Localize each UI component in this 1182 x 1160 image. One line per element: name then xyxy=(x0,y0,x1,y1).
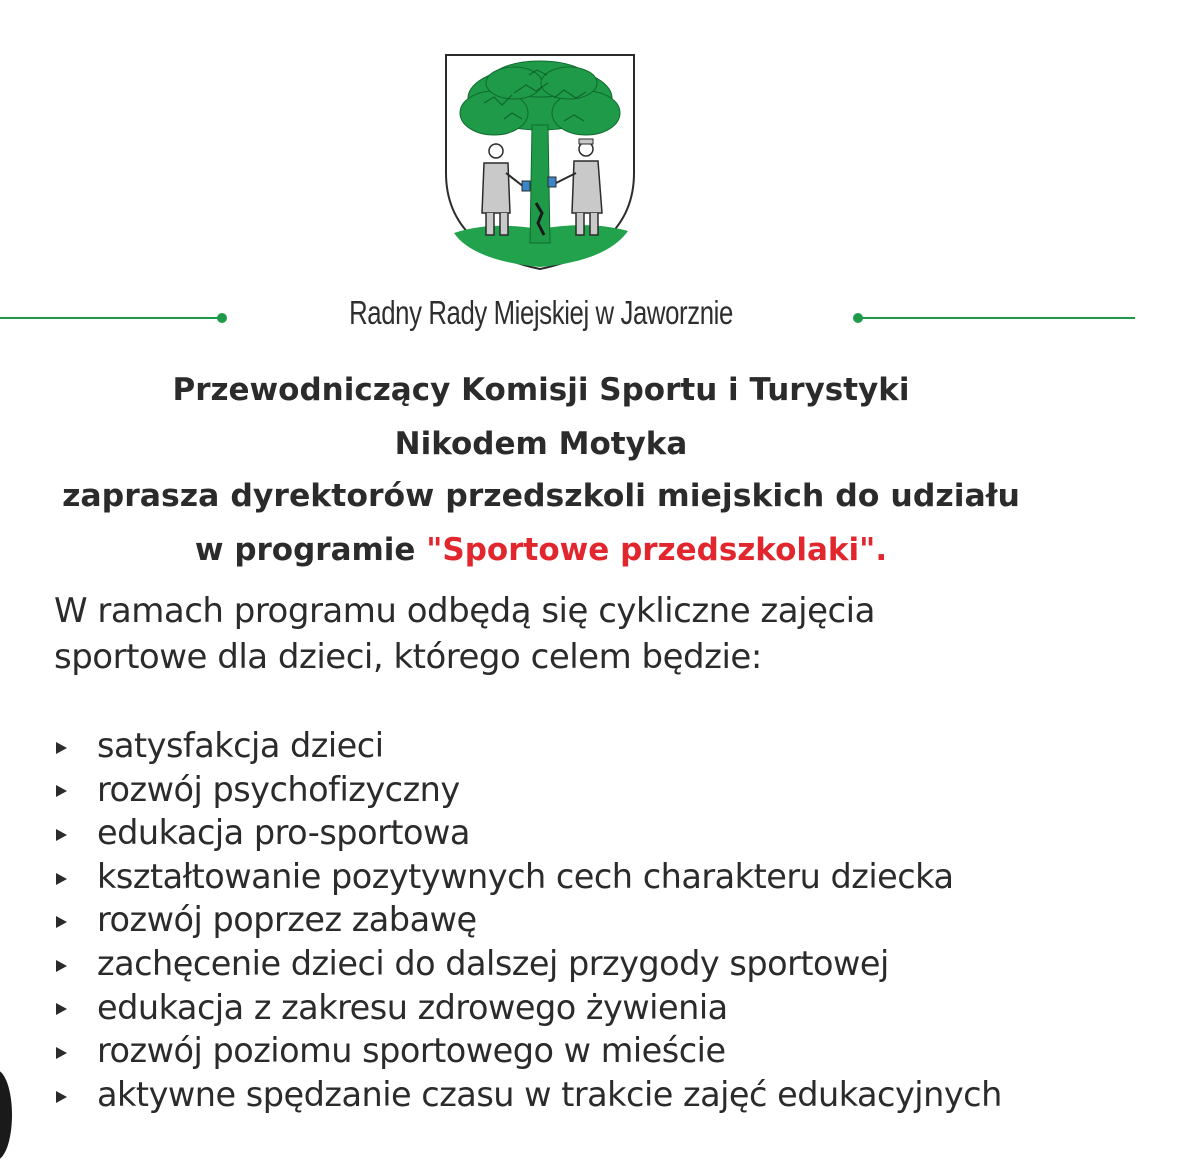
intro-line-2: sportowe dla dzieci, którego celem będzie: xyxy=(54,637,762,677)
goal-text: kształtowanie pozytywnych cech charakteru dziecka xyxy=(97,856,954,896)
headline-program-line xyxy=(0,532,1082,568)
coat-of-arms-tree-icon xyxy=(444,53,636,271)
headline-name: Nikodem Motyka xyxy=(394,426,688,462)
divider-line-right xyxy=(858,317,1135,319)
goal-text: aktywne spędzanie czasu w trakcie zajęć edukacyjnych xyxy=(97,1074,1002,1114)
corner-decoration xyxy=(0,1070,12,1160)
list-item xyxy=(56,1073,1002,1117)
bullet-triangle-icon xyxy=(56,1047,67,1059)
divider-dot-left xyxy=(217,313,227,323)
bullet-triangle-icon xyxy=(56,742,67,754)
goal-text: rozwój poprzez zabawę xyxy=(97,900,477,940)
list-item xyxy=(56,898,1002,942)
list-item xyxy=(56,942,1002,986)
bullet-triangle-icon xyxy=(56,916,67,928)
intro-line-1: W ramach programu odbędą się cykliczne zajęcia xyxy=(54,591,875,631)
goal-text: satysfakcja dzieci xyxy=(97,726,384,766)
goal-text: zachęcenie dzieci do dalszej przygody sportowej xyxy=(97,944,889,984)
list-item xyxy=(56,855,1002,899)
bullet-triangle-icon xyxy=(56,960,67,972)
headline-title: Przewodniczący Komisji Sportu i Turystyki xyxy=(172,372,910,408)
program-name: "Sportowe przedszkolaki". xyxy=(426,532,888,568)
list-item xyxy=(56,724,1002,768)
goals-list xyxy=(56,724,1002,1116)
bullet-triangle-icon xyxy=(56,1003,67,1015)
bullet-triangle-icon xyxy=(56,873,67,885)
goal-text: rozwój psychofizyczny xyxy=(97,769,460,809)
subtitle: Radny Rady Miejskiej w Jaworznie xyxy=(349,294,733,331)
goal-text: edukacja z zakresu zdrowego żywienia xyxy=(97,987,728,1027)
list-item xyxy=(56,768,1002,812)
bullet-triangle-icon xyxy=(56,1091,67,1103)
list-item xyxy=(56,986,1002,1030)
bullet-triangle-icon xyxy=(56,785,67,797)
goal-text: rozwój poziomu sportowego w mieście xyxy=(97,1031,726,1071)
list-item xyxy=(56,811,1002,855)
list-item xyxy=(56,1029,1002,1073)
headline-program-prefix: w programie xyxy=(194,532,427,568)
goal-text: edukacja pro-sportowa xyxy=(97,813,470,853)
headline-invitation: zaprasza dyrektorów przedszkoli miejskich do udziału xyxy=(62,478,1020,514)
divider-line-left xyxy=(0,317,222,319)
bullet-triangle-icon xyxy=(56,829,67,841)
